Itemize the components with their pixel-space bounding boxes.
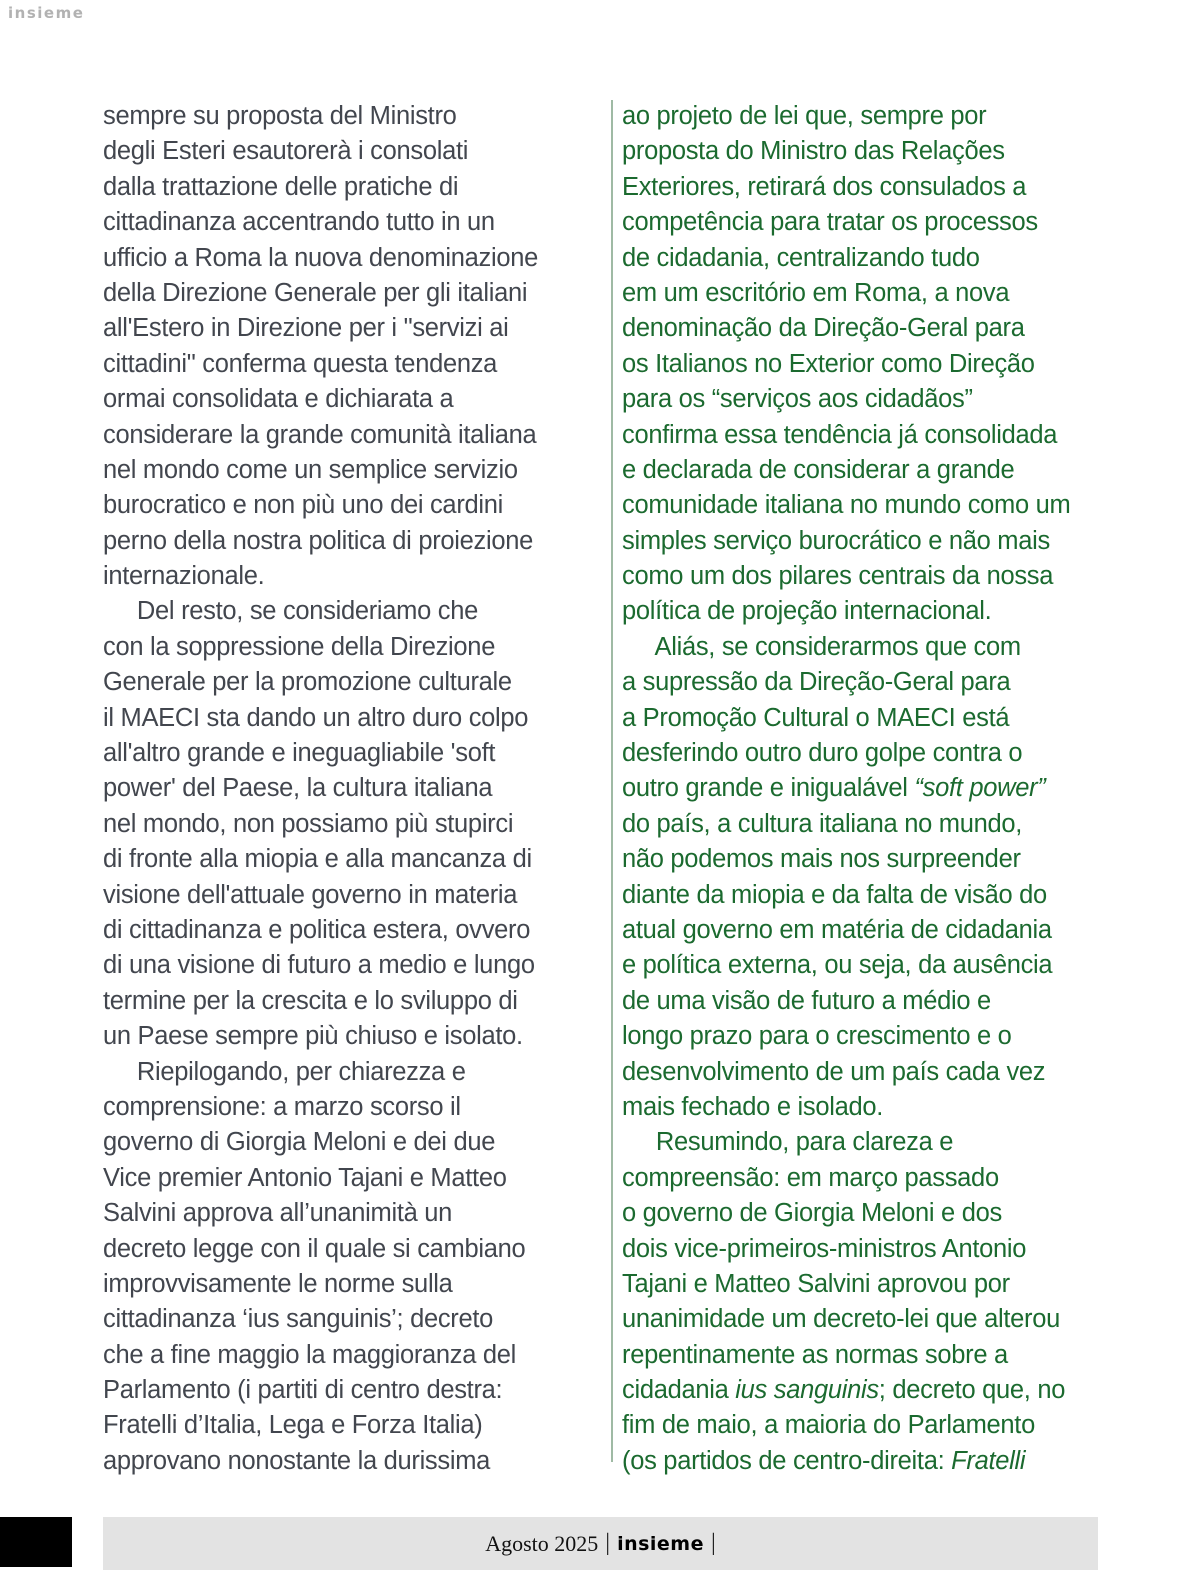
text-line: ao projeto de lei que, sempre por [622,102,987,130]
italic-phrase: “soft power” [914,774,1046,803]
text-line: burocratico e non più uno dei cardini [103,491,504,520]
text-line: sempre su proposta del Ministro [103,102,457,130]
text-line: atual governo em matéria de cidadania [622,915,1052,944]
text-line: improvvisamente le norme sulla [103,1269,453,1298]
text-line: Fratelli d’Italia, Lega e Forza Italia) [103,1411,483,1440]
text-line: della Direzione Generale per gli italiani [103,278,528,307]
text-line: em um escritório em Roma, a nova [622,278,1010,307]
text-line: mais fechado e isolado. [622,1092,884,1121]
text-line: repentinamente as normas sobre a [622,1340,1008,1369]
text-line: denominação da Direção-Geral para [622,314,1025,343]
footer-text [485,1530,716,1557]
text-line: che a fine maggio la maggioranza del [103,1340,517,1369]
text-line: governo di Giorgia Meloni e dei due [103,1128,496,1157]
text-line: desenvolvimento de um país cada vez [622,1057,1046,1086]
text-line: Exteriores, retirará dos consulados a [622,172,1027,201]
text-line: para os “serviços aos cidadãos” [622,385,973,414]
text-line: degli Esteri esautorerà i consolati [103,137,469,166]
text-line [622,1373,1112,1408]
text-line: diante da miopia e da falta de visão do [622,880,1047,909]
text-line: di fronte alla miopia e alla mancanza di [103,845,532,874]
text-line: como um dos pilares centrais da nossa [622,562,1054,591]
footer-black-block [0,1517,72,1567]
text-line: Del resto, se consideriamo che [103,597,479,626]
text-line: confirma essa tendência já consolidada [622,420,1058,449]
text-line: proposta do Ministro das Relações [622,137,1005,166]
text-line: Tajani e Matteo Salvini aprovou por [622,1269,1010,1298]
text-line: Parlamento (i partiti di centro destra: [103,1376,503,1405]
text-line: internazionale. [103,562,265,591]
text-line: simples serviço burocrático e não mais [622,526,1050,555]
text-line: não podemos mais nos surpreender [622,845,1021,874]
text-line: Generale per la promozione culturale [103,668,512,697]
text-line: all'altro grande e ineguagliabile 'soft [103,739,496,768]
text-line: il MAECI sta dando un altro duro colpo [103,703,529,732]
text-line: Vice premier Antonio Tajani e Matteo [103,1163,507,1192]
text-line: compreensão: em março passado [622,1163,999,1192]
text-line [622,1444,1112,1479]
text-line: os Italianos no Exterior como Direção [622,349,1035,378]
text-line: all'Estero in Direzione per i "servizi ai [103,314,509,343]
text-line: power' del Paese, la cultura italiana [103,774,493,803]
text-line: dalla trattazione delle pratiche di [103,172,459,201]
footer-separator: | [605,1530,611,1556]
text-line: a supressão da Direção-Geral para [622,668,1011,697]
text-segment: (os partidos de centro-direita: [622,1446,952,1475]
text-segment: outro grande e inigualável [622,774,915,803]
text-line: un Paese sempre più chiuso e isolato. [103,1022,523,1051]
text-line: dois vice-primeiros-ministros Antonio [622,1234,1027,1263]
text-line: cittadini" conferma questa tendenza [103,349,498,378]
text-line [622,771,1112,806]
text-line: nel mondo come un semplice servizio [103,455,518,484]
italic-phrase: ius sanguinis [735,1376,879,1405]
text-line: e política externa, ou seja, da ausência [622,951,1053,980]
text-line: Salvini approva all’unanimità un [103,1199,453,1228]
text-line: política de projeção internacional. [622,597,992,626]
footer-date: Agosto 2025 [485,1530,599,1556]
text-line: visione dell'attuale governo in materia [103,880,518,909]
text-line: cittadinanza ‘ius sanguinis’; decreto [103,1305,494,1334]
text-line: longo prazo para o crescimento e o [622,1022,1012,1051]
italic-phrase: Fratelli [951,1446,1026,1475]
text-line: comprensione: a marzo scorso il [103,1092,461,1121]
text-line: considerare la grande comunità italiana [103,420,537,449]
text-segment: ; decreto que, no [878,1376,1066,1405]
text-line: de uma visão de futuro a médio e [622,986,991,1015]
text-line: cittadinanza accentrando tutto in un [103,208,495,237]
italian-text-column [103,99,593,1479]
text-line: di una visione di futuro a medio e lungo [103,951,535,980]
text-line: e declarada de considerar a grande [622,455,1015,484]
text-line: competência para tratar os processos [622,208,1038,237]
footer-brand-logo: insieme [617,1532,704,1555]
text-line: desferindo outro duro golpe contra o [622,739,1023,768]
text-line: di cittadinanza e politica estera, ovvero [103,915,531,944]
text-line: de cidadania, centralizando tudo [622,243,980,272]
magazine-logo: insieme [8,4,85,22]
text-line: perno della nostra politica di proiezione [103,526,533,555]
text-line: termine per la crescita e lo sviluppo di [103,986,518,1015]
text-line: comunidade italiana no mundo como um [622,491,1071,520]
text-line: nel mondo, non possiamo più stupirci [103,809,514,838]
text-line: con la soppressione della Direzione [103,632,496,661]
text-line: a Promoção Cultural o MAECI está [622,703,1010,732]
text-line: Resumindo, para clareza e [622,1128,954,1157]
text-line: fim de maio, a maioria do Parlamento [622,1411,1035,1440]
footer-separator: | [711,1530,716,1556]
text-line: unanimidade um decreto-lei que alterou [622,1305,1060,1334]
text-line: Riepilogando, per chiarezza e [103,1057,466,1086]
text-line: do país, a cultura italiana no mundo, [622,809,1023,838]
text-line: decreto legge con il quale si cambiano [103,1234,526,1263]
text-line: Aliás, se considerarmos que com [622,632,1021,661]
column-divider [611,100,613,1462]
text-line: ufficio a Roma la nuova denominazione [103,243,538,272]
text-line: o governo de Giorgia Meloni e dos [622,1199,1002,1228]
portuguese-text-column [622,99,1112,1479]
text-segment: cidadania [622,1376,736,1405]
text-line: approvano nonostante la durissima [103,1446,491,1475]
footer-bar [103,1517,1098,1570]
text-line: ormai consolidata e dichiarata a [103,385,454,414]
